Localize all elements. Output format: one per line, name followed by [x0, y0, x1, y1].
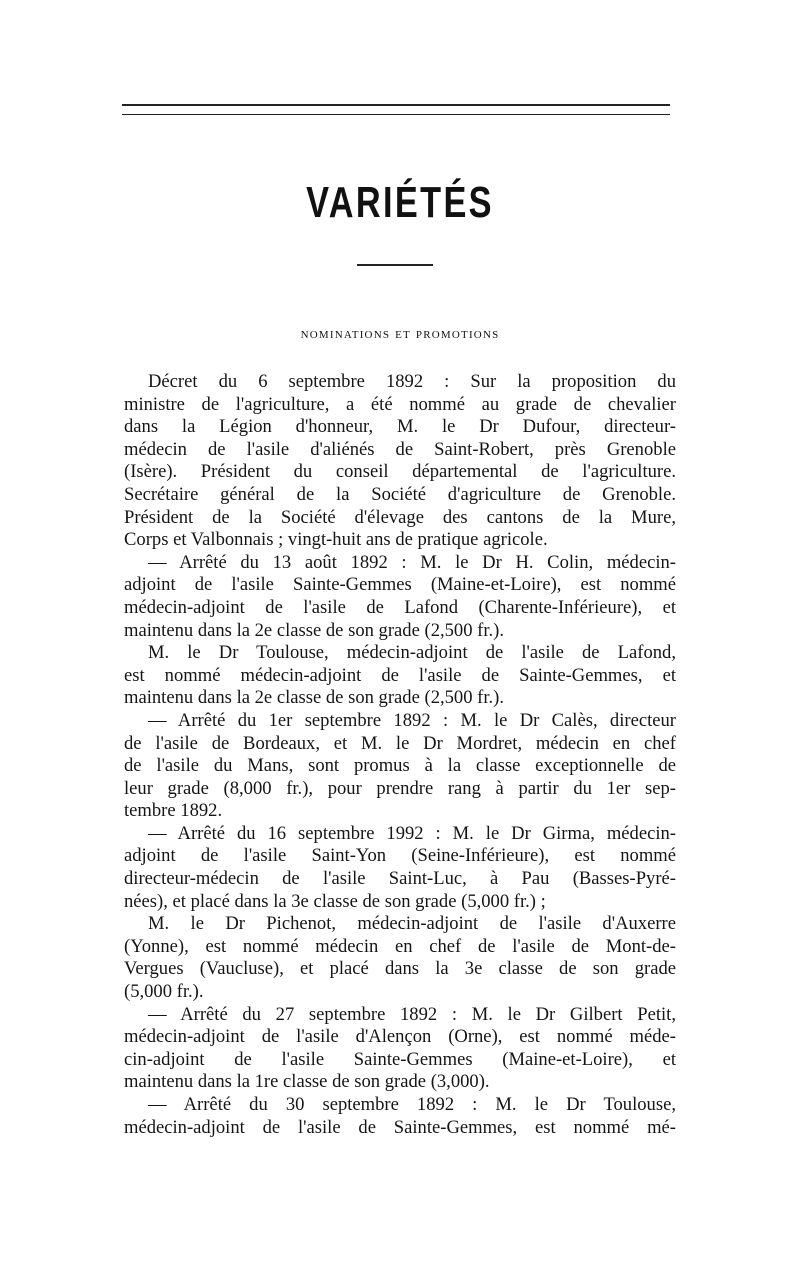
text-line: médecin-adjoint de l'asile de Lafond (Charente-Inférieure), et	[124, 596, 676, 618]
text-line: directeur-médecin de l'asile Saint-Luc, à Pau (Basses-Pyré-	[124, 868, 676, 890]
text-line: Président de la Société d'élevage des cantons de la Mure,	[124, 506, 676, 528]
text-line: Décret du 6 septembre 1892 : Sur la proposition du	[148, 371, 676, 392]
text-line: M. le Dr Toulouse, médecin-adjoint de l'asile de Lafond,	[148, 642, 676, 664]
text-line: dans la Légion d'honneur, M. le Dr Dufour, directeur-	[124, 416, 676, 438]
text-line: de l'asile du Mans, sont promus à la classe exceptionnelle de	[124, 755, 676, 777]
text-line: Corps et Valbonnais ; vingt-huit ans de pratique agricole.	[124, 529, 548, 551]
text-line: (5,000 fr.).	[124, 981, 204, 1003]
text-line: adjoint de l'asile Sainte-Gemmes (Maine-et-Loire), est nommé	[124, 574, 676, 596]
text-line: — Arrêté du 27 septembre 1892 : M. le Dr Gilbert Petit,	[148, 1003, 676, 1025]
text-line: — Arrêté du 16 septembre 1992 : M. le Dr Girma, médecin-	[148, 822, 676, 844]
body-text	[124, 371, 676, 1139]
text-line: — Arrêté du 1er septembre 1892 : M. le Dr Calès, directeur	[148, 709, 676, 731]
header-double-rule	[122, 104, 670, 115]
text-line: maintenu dans la 2e classe de son grade (2,500 fr.).	[124, 619, 505, 641]
text-line: cin-adjoint de l'asile Sainte-Gemmes (Maine-et-Loire), et	[124, 1048, 676, 1070]
title-underline	[357, 264, 433, 266]
text-line: — Arrêté du 13 août 1892 : M. le Dr H. Colin, médecin-	[148, 551, 676, 573]
text-line: leur grade (8,000 fr.), pour prendre rang à partir du 1er sep-	[124, 777, 676, 799]
text-line: (Yonne), est nommé médecin en chef de l'asile de Mont-de-	[124, 935, 676, 957]
text-line: est nommé médecin-adjoint de l'asile de Sainte-Gemmes, et	[124, 664, 676, 686]
text-line: médecin-adjoint de l'asile d'Alençon (Orne), est nommé méde-	[124, 1026, 676, 1048]
text-line: médecin de l'asile d'aliénés de Saint-Robert, près Grenoble	[124, 438, 676, 460]
text-line: Vergues (Vaucluse), et placé dans la 3e classe de son grade	[124, 958, 676, 980]
text-line: maintenu dans la 2e classe de son grade (2,500 fr.).	[124, 687, 505, 709]
section-subtitle: nominations et promotions	[300, 326, 500, 342]
text-line: (Isère). Président du conseil départemental de l'agriculture.	[124, 461, 676, 483]
text-line: — Arrêté du 30 septembre 1892 : M. le Dr Toulouse,	[148, 1094, 676, 1115]
text-line: tembre 1892.	[124, 800, 223, 822]
text-line: de l'asile de Bordeaux, et M. le Dr Mordret, médecin en chef	[124, 732, 676, 754]
text-line: M. le Dr Pichenot, médecin-adjoint de l'asile d'Auxerre	[148, 913, 676, 935]
text-line: maintenu dans la 1re classe de son grade (3,000).	[124, 1071, 490, 1093]
text-line: nées), et placé dans la 3e classe de son grade (5,000 fr.) ;	[124, 890, 546, 912]
text-line: ministre de l'agriculture, a été nommé au grade de chevalier	[124, 393, 676, 415]
page-title: VARIÉTÉS	[306, 178, 494, 227]
text-line: Secrétaire général de la Société d'agriculture de Grenoble.	[124, 483, 676, 505]
text-line: adjoint de l'asile Saint-Yon (Seine-Inférieure), est nommé	[124, 845, 676, 867]
text-line: médecin-adjoint de l'asile de Sainte-Gemmes, est nommé mé-	[124, 1116, 676, 1138]
